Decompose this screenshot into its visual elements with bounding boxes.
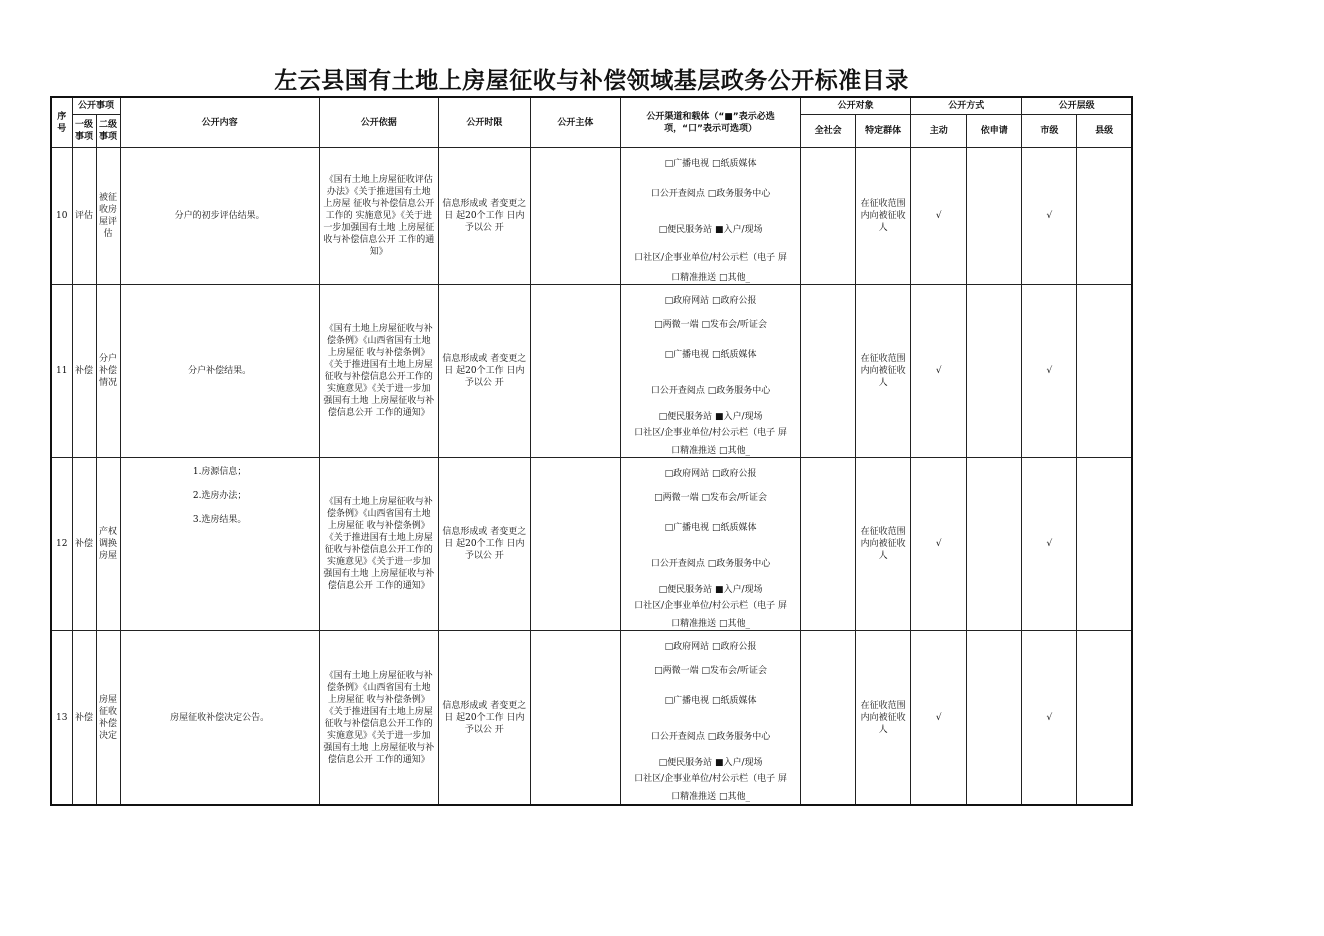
header-level-county: 县级 xyxy=(1077,115,1132,148)
mode-active-cell: √ xyxy=(911,458,967,631)
subject-cell xyxy=(530,631,620,806)
channel-option: 口公开查阅点 □政务服务中心 xyxy=(650,559,771,569)
subject-cell xyxy=(530,285,620,458)
target-specific-cell: 在征收范围内向被征收人 xyxy=(856,148,911,285)
seq-cell: 12 xyxy=(51,458,72,631)
header-level-group: 公开层级 xyxy=(1022,97,1132,115)
channel-option: □广播电视 □纸质媒体 xyxy=(664,159,757,169)
table-row xyxy=(51,148,1132,285)
channel-option: □两微一端 □发布会/听证会 xyxy=(654,666,767,676)
channel-cell xyxy=(620,458,800,631)
target-all-cell xyxy=(801,148,856,285)
header-level-city: 市级 xyxy=(1022,115,1077,148)
header-target-all: 全社会 xyxy=(801,115,856,148)
mode-apply-cell xyxy=(967,285,1022,458)
header-channel: 公开渠道和载体（“■”表示必选 项，“口”表示可选项） xyxy=(620,97,800,148)
level1-cell: 补偿 xyxy=(72,285,96,458)
channel-option: □广播电视 □纸质媒体 xyxy=(664,523,757,533)
content-item: 分户补偿结果。 xyxy=(188,366,252,376)
header-mode-active: 主动 xyxy=(911,115,967,148)
channel-option: 口公开查阅点 □政务服务中心 xyxy=(650,386,771,396)
channel-option: □便民服务站 ■入户/现场 xyxy=(658,585,763,595)
channel-cell xyxy=(620,631,800,806)
level2-cell: 被征收房屋评估 xyxy=(96,148,120,285)
basis-cell: 《国有土地上房屋征收与补 偿条例》《山西省国有土地上房屋征 收与补偿条例》《关于推进国有土地上房屋 征收与补偿信息公开工作的 实施意见》《关于进一步加强国有土地 上房屋征收与补偿信息公开 工作的通知》 xyxy=(319,285,438,458)
header-target-group: 公开对象 xyxy=(801,97,911,115)
header-basis: 公开依据 xyxy=(319,97,438,148)
subject-cell xyxy=(530,458,620,631)
content-item: 3.选房结果。 xyxy=(192,515,247,525)
content-item: 房屋征收补偿决定公告。 xyxy=(170,712,270,723)
channel-option: 口社区/企事业单位/村公示栏（电子 屏 xyxy=(634,428,787,438)
header-level1: 一级事项 xyxy=(72,115,96,148)
table-row xyxy=(51,458,1132,631)
channel-option: 口精准推送 □其他_ xyxy=(671,446,750,456)
level2-cell: 分户补偿情况 xyxy=(96,285,120,458)
basis-cell: 《国有土地上房屋征收与补 偿条例》《山西省国有土地上房屋征 收与补偿条例》《关于推进国有土地上房屋 征收与补偿信息公开工作的 实施意见》《关于进一步加强国有土地 上房屋征收与补偿信息公开 工作的通知》 xyxy=(319,631,438,806)
level-city-cell: √ xyxy=(1022,458,1077,631)
channel-option: 口社区/企事业单位/村公示栏（电子 屏 xyxy=(634,774,787,784)
target-specific-cell: 在征收范围内向被征收人 xyxy=(856,458,911,631)
header-subject: 公开主体 xyxy=(530,97,620,148)
channel-option: □便民服务站 ■入户/现场 xyxy=(658,758,763,768)
content-cell xyxy=(120,148,319,285)
content-cell xyxy=(120,631,319,806)
content-item: 2.选房办法； xyxy=(192,491,247,501)
target-all-cell xyxy=(801,631,856,806)
seq-cell: 10 xyxy=(51,148,72,285)
seq-cell: 13 xyxy=(51,631,72,806)
time-limit-cell: 信息形成或 者变更之日 起20个工作 日内予以公 开 xyxy=(438,631,530,806)
target-specific-cell: 在征收范围内向被征收人 xyxy=(856,285,911,458)
page-title: 左云县国有土地上房屋征收与补偿领域基层政务公开标准目录 xyxy=(274,68,909,94)
target-all-cell xyxy=(801,285,856,458)
header-matter-group: 公开事项 xyxy=(72,97,120,115)
table-row xyxy=(51,285,1132,458)
mode-active-cell: √ xyxy=(911,285,967,458)
level1-cell: 补偿 xyxy=(72,631,96,806)
header-time-limit: 公开时限 xyxy=(438,97,530,148)
mode-apply-cell xyxy=(967,148,1022,285)
level-county-cell xyxy=(1077,148,1132,285)
mode-apply-cell xyxy=(967,458,1022,631)
header-mode-apply: 依申请 xyxy=(967,115,1022,148)
channel-option: 口公开查阅点 □政务服务中心 xyxy=(650,732,771,742)
channel-option: □两微一端 □发布会/听证会 xyxy=(654,493,767,503)
header-mode-group: 公开方式 xyxy=(911,97,1022,115)
header-seq: 序号 xyxy=(51,97,72,148)
channel-option: □两微一端 □发布会/听证会 xyxy=(654,320,767,330)
channel-option: □便民服务站 ■入户/现场 xyxy=(658,225,763,235)
channel-option: □政府网站 □政府公报 xyxy=(664,296,757,306)
channel-option: □广播电视 □纸质媒体 xyxy=(664,696,757,706)
level-county-cell xyxy=(1077,285,1132,458)
level-county-cell xyxy=(1077,631,1132,806)
content-item: 分户的初步评估结果。 xyxy=(174,211,265,221)
channel-cell xyxy=(620,285,800,458)
table-row xyxy=(51,631,1132,806)
channel-option: □政府网站 □政府公报 xyxy=(664,642,757,652)
level-city-cell: √ xyxy=(1022,631,1077,806)
target-all-cell xyxy=(801,458,856,631)
level2-cell: 房屋征收补偿决定 xyxy=(96,631,120,806)
level2-cell: 产权调换房屋 xyxy=(96,458,120,631)
level1-cell: 评估 xyxy=(72,148,96,285)
header-target-specific: 特定群体 xyxy=(856,115,911,148)
channel-option: 口精准推送 □其他_ xyxy=(671,619,750,629)
channel-cell xyxy=(620,148,800,285)
time-limit-cell: 信息形成或 者变更之日 起20个工作 日内予以公 开 xyxy=(438,148,530,285)
basis-cell: 《国有土地上房屋征收评估 办法》《关于推进国有土地上房屋 征收与补偿信息公开工作的 实施意见》《关于进一步加强国有土地 上房屋征收与补偿信息公开 工作的通知》 xyxy=(319,148,438,285)
content-cell xyxy=(120,458,319,631)
level-city-cell: √ xyxy=(1022,285,1077,458)
channel-option: 口精准推送 □其他_ xyxy=(671,273,750,283)
channel-option: 口精准推送 □其他_ xyxy=(671,792,750,802)
mode-active-cell: √ xyxy=(911,148,967,285)
content-cell xyxy=(120,285,319,458)
time-limit-cell: 信息形成或 者变更之日 起20个工作 日内予以公 开 xyxy=(438,285,530,458)
time-limit-cell: 信息形成或 者变更之日 起20个工作 日内予以公 开 xyxy=(438,458,530,631)
channel-option: □广播电视 □纸质媒体 xyxy=(664,350,757,360)
channel-option: 口公开查阅点 □政务服务中心 xyxy=(650,189,771,199)
header-row-1 xyxy=(51,97,1132,115)
seq-cell: 11 xyxy=(51,285,72,458)
disclosure-catalog-table xyxy=(50,96,1133,806)
level1-cell: 补偿 xyxy=(72,458,96,631)
content-item: 1.房源信息； xyxy=(192,467,247,477)
channel-option: □便民服务站 ■入户/现场 xyxy=(658,412,763,422)
basis-cell: 《国有土地上房屋征收与补 偿条例》《山西省国有土地上房屋征 收与补偿条例》《关于推进国有土地上房屋 征收与补偿信息公开工作的 实施意见》《关于进一步加强国有土地 上房屋征收与补偿信息公开 工作的通知》 xyxy=(319,458,438,631)
header-content: 公开内容 xyxy=(120,97,319,148)
level-city-cell: √ xyxy=(1022,148,1077,285)
mode-active-cell: √ xyxy=(911,631,967,806)
subject-cell xyxy=(530,148,620,285)
mode-apply-cell xyxy=(967,631,1022,806)
channel-option: □政府网站 □政府公报 xyxy=(664,469,757,479)
level-county-cell xyxy=(1077,458,1132,631)
target-specific-cell: 在征收范围内向被征收人 xyxy=(856,631,911,806)
channel-option: 口社区/企事业单位/村公示栏（电子 屏 xyxy=(634,601,787,611)
header-level2: 二级事项 xyxy=(96,115,120,148)
channel-option: 口社区/企事业单位/村公示栏（电子 屏 xyxy=(634,253,787,263)
